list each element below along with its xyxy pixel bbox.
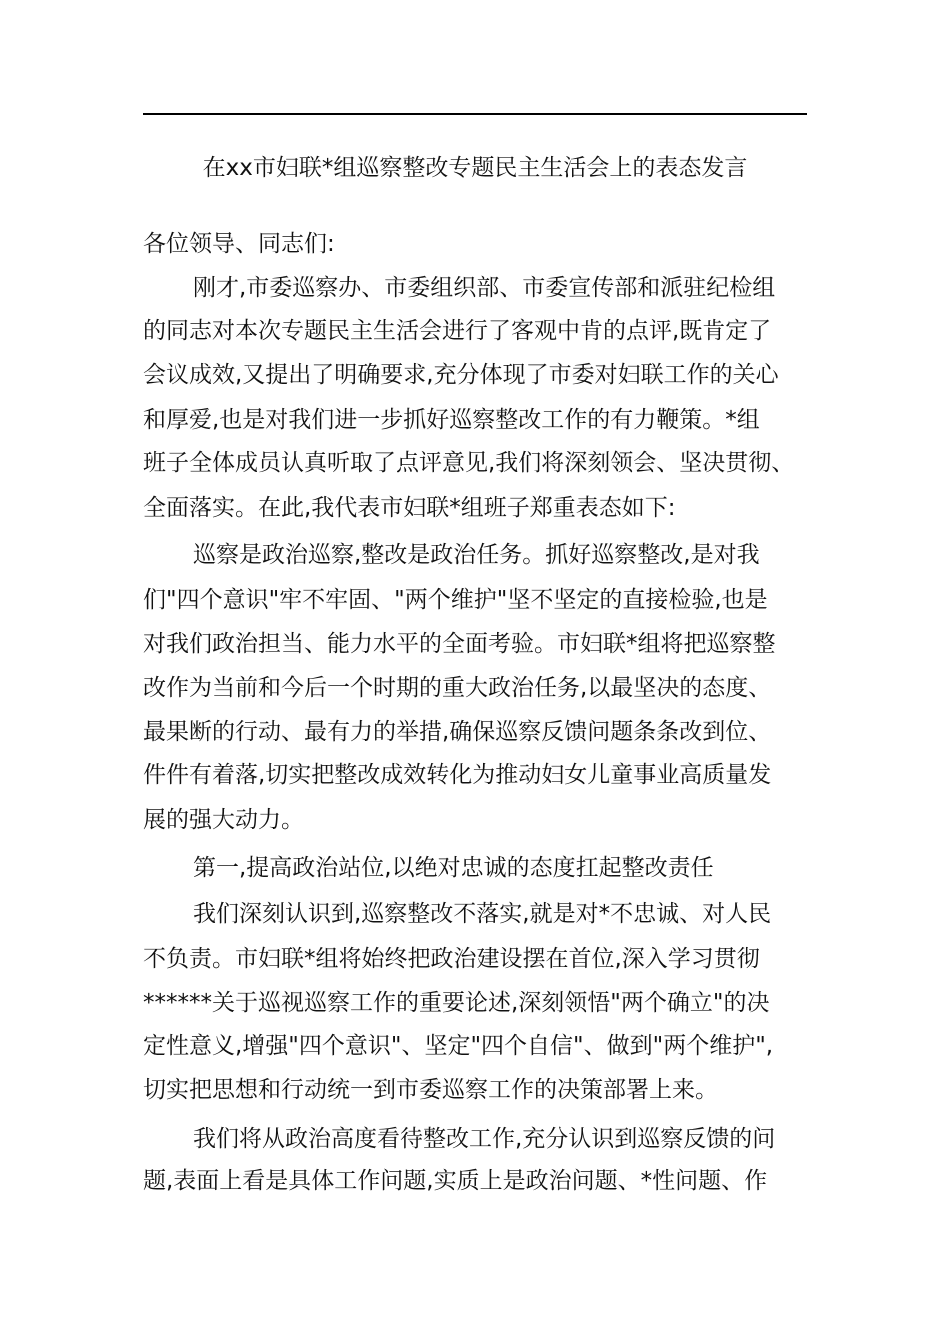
paragraph-line: 刚才,市委巡察办、市委组织部、市委宣传部和派驻纪检组: [193, 275, 776, 301]
paragraph-line: 改作为当前和今后一个时期的重大政治任务,以最坚决的态度、: [143, 675, 772, 701]
paragraph-line: 我们深刻认识到,巡察整改不落实,就是对*不忠诚、对人民: [193, 901, 772, 927]
section-heading: 第一,提高政治站位,以绝对忠诚的态度扛起整改责任: [193, 855, 714, 881]
paragraph-line: 会议成效,又提出了明确要求,充分体现了市委对妇联工作的关心: [143, 362, 779, 388]
paragraph-line: 定性意义,增强"四个意识"、坚定"四个自信"、做到"两个维护",: [143, 1033, 774, 1059]
paragraph-line: 展的强大动力。: [143, 807, 304, 833]
paragraph-line: 巡察是政治巡察,整改是政治任务。抓好巡察整改,是对我: [193, 542, 760, 568]
document-title: 在xx市妇联*组巡察整改专题民主生活会上的表态发言: [202, 155, 748, 181]
paragraph-line: 的同志对本次专题民主生活会进行了客观中肯的点评,既肯定了: [143, 318, 772, 344]
paragraph-line: ******关于巡视巡察工作的重要论述,深刻领悟"两个确立"的决: [143, 990, 770, 1016]
paragraph-line: 最果断的行动、最有力的举措,确保巡察反馈问题条条改到位、: [143, 719, 772, 745]
paragraph-line: 切实把思想和行动统一到市委巡察工作的决策部署上来。: [143, 1077, 718, 1103]
paragraph-line: 班子全体成员认真听取了点评意见,我们将深刻领会、坚决贯彻、: [143, 450, 795, 476]
paragraph-line: 件件有着落,切实把整改成效转化为推动妇女儿童事业高质量发: [143, 762, 772, 788]
paragraph-line: 对我们政治担当、能力水平的全面考验。市妇联*组将把巡察整: [143, 631, 776, 657]
paragraph-line: 我们将从政治高度看待整改工作,充分认识到巡察反馈的问: [193, 1126, 776, 1152]
paragraph-line: 们"四个意识"牢不牢固、"两个维护"坚不坚定的直接检验,也是: [143, 587, 768, 613]
paragraph-line: 题,表面上看是具体工作问题,实质上是政治问题、*性问题、作: [143, 1168, 768, 1194]
top-divider: [143, 113, 807, 115]
salutation: 各位领导、同志们:: [143, 231, 335, 257]
paragraph-line: 全面落实。在此,我代表市妇联*组班子郑重表态如下:: [143, 495, 676, 521]
paragraph-line: 和厚爱,也是对我们进一步抓好巡察整改工作的有力鞭策。*组: [143, 407, 760, 433]
paragraph-line: 不负责。市妇联*组将始终把政治建设摆在首位,深入学习贯彻: [143, 946, 760, 972]
